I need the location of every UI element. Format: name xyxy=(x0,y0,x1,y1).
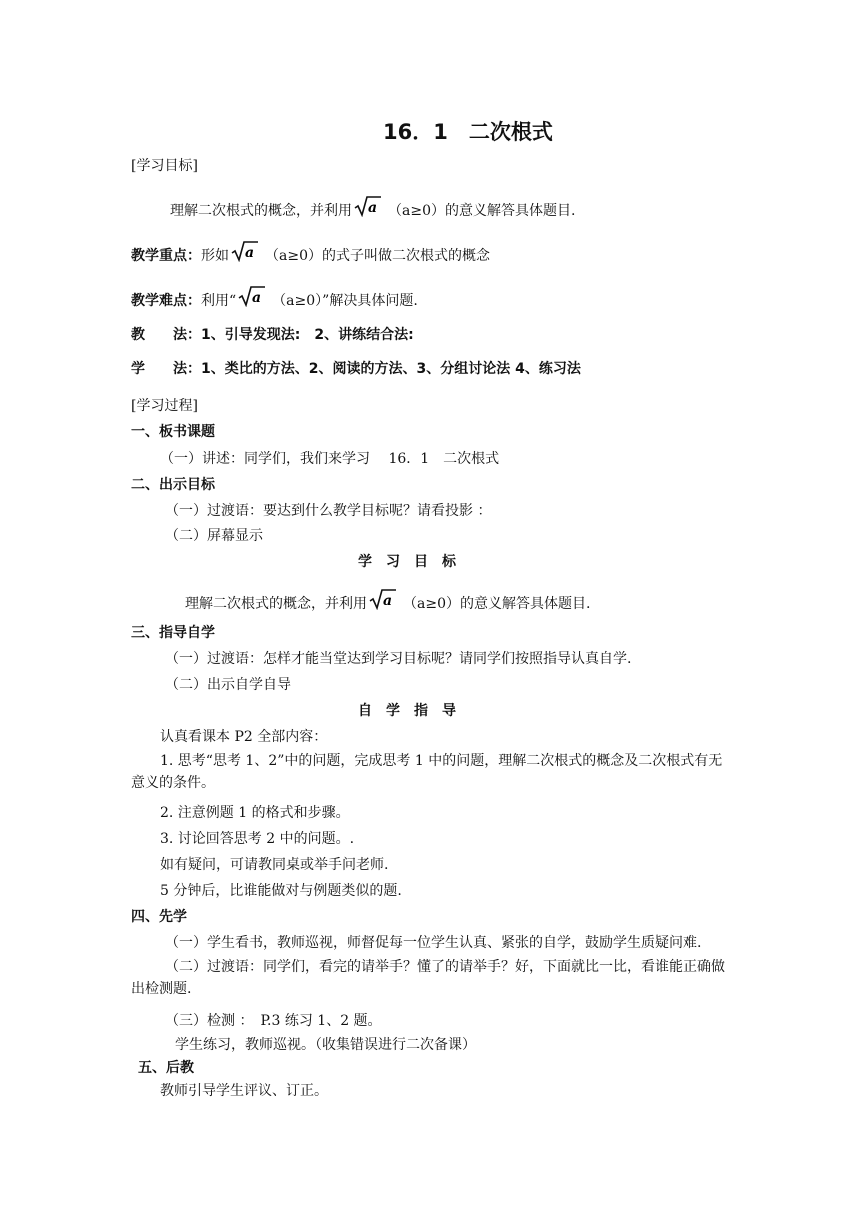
goals-center-heading: 学习目标 xyxy=(358,554,470,570)
goal-text-pre: 理解二次根式的概念，并利用 xyxy=(170,203,352,219)
guide-item-4: 如有疑问，可请教同桌或举手问老师. xyxy=(160,857,389,873)
difficulty-label: 教学难点： xyxy=(131,293,201,309)
sqrt-a-symbol xyxy=(238,285,266,307)
sqrt-a-symbol xyxy=(354,195,382,217)
difficulty-line xyxy=(131,285,418,310)
sqrt-a-symbol xyxy=(231,240,259,262)
sqrt-radicand: a xyxy=(252,290,262,306)
goal2-text-post: （a≥0）的意义解答具体题目. xyxy=(403,596,591,612)
learning-method: 学 法：1、类比的方法、2、阅读的方法、3、分组讨论法 4、练习法 xyxy=(131,361,581,377)
sqrt-a-symbol xyxy=(369,588,397,610)
guide-item-3: 3. 讨论回答思考 2 中的问题。. xyxy=(160,831,355,847)
guide-item-2: 2. 注意例题 1 的格式和步骤。 xyxy=(160,805,350,821)
guide-center-heading: 自学指导 xyxy=(358,703,470,719)
section-3-item-2: （二）出示自学自导 xyxy=(165,677,291,693)
goal2-text-pre: 理解二次根式的概念，并利用 xyxy=(185,596,367,612)
difficulty-post: （a≥0）”解决具体问题. xyxy=(272,293,418,309)
section-4-item-1: （一）学生看书，教师巡视，师督促每一位学生认真、紧张的自学，鼓励学生质疑问难. xyxy=(165,935,702,951)
section-5-heading: 五、后教 xyxy=(138,1060,194,1076)
page-title: 16．1 二次根式 xyxy=(383,120,553,144)
section-3-heading: 三、指导自学 xyxy=(131,625,215,641)
section-4-heading: 四、先学 xyxy=(131,909,187,925)
teaching-method: 教 法：1、引导发现法: 2、讲练结合法: xyxy=(131,327,414,343)
section-1-heading: 一、板书课题 xyxy=(131,424,215,440)
section-4-item-4: 学生练习，教师巡视。（收集错误进行二次备课） xyxy=(175,1037,476,1053)
section-3-item-1: （一）过渡语：怎样才能当堂达到学习目标呢？请同学们按照指导认真自学. xyxy=(165,651,632,667)
goal-text-post: （a≥0）的意义解答具体题目. xyxy=(388,203,576,219)
difficulty-pre: 利用“ xyxy=(201,293,237,309)
process-header: [学习过程] xyxy=(131,398,198,414)
section-4-item-2: （二）过渡语：同学们，看完的请举手？懂了的请举手？好，下面就比一比，看谁能正确做出检测题. xyxy=(131,959,725,997)
goals-header: [学习目标] xyxy=(131,158,198,174)
sqrt-radicand: a xyxy=(245,245,255,261)
key-point-pre: 形如 xyxy=(201,248,229,264)
guide-intro: 认真看课本 P2 全部内容： xyxy=(160,729,328,745)
key-point-label: 教学重点： xyxy=(131,248,201,264)
key-point-line xyxy=(131,240,490,265)
section-4-item-3: （三）检测 ： P.3 练习 1、2 题。 xyxy=(165,1013,382,1029)
goal-line-2 xyxy=(185,588,590,613)
guide-item-1: 1. 思考“思考 1、2”中的问题，完成思考 1 中的问题，理解二次根式的概念及二次根式有无意义的条件。 xyxy=(131,753,723,791)
sqrt-radicand: a xyxy=(368,200,378,216)
sqrt-radicand: a xyxy=(383,593,393,609)
section-2-heading: 二、出示目标 xyxy=(131,477,215,493)
section-2-item-1: （一）过渡语：要达到什么教学目标呢？请看投影 ： xyxy=(165,503,492,519)
goal-line xyxy=(170,195,575,220)
section-5-item-1: 教师引导学生评议、订正。 xyxy=(160,1083,328,1099)
guide-item-5: 5 分钟后，比谁能做对与例题类似的题. xyxy=(160,883,402,899)
section-2-item-2: （二）屏幕显示 xyxy=(165,528,263,544)
key-point-post: （a≥0）的式子叫做二次根式的概念 xyxy=(265,248,490,264)
section-1-item-1: （一）讲述：同学们，我们来学习 16．1 二次根式 xyxy=(160,451,500,467)
